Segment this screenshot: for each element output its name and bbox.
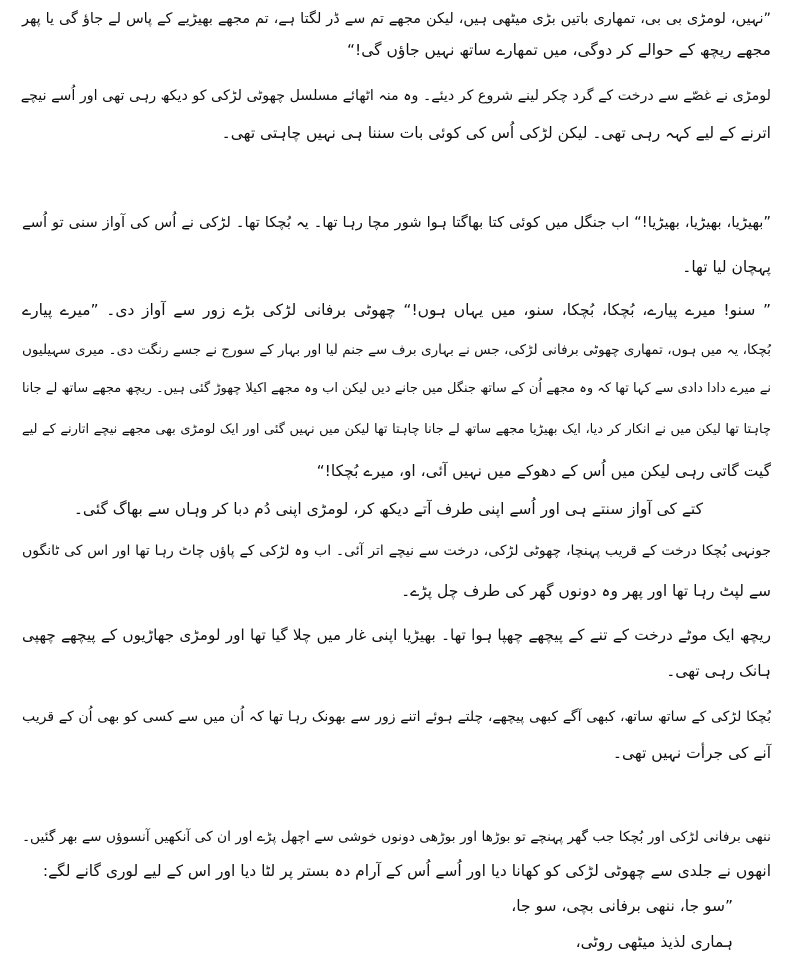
text-line-19: ننھی برفانی لڑکی اور بُچکا جب گھر پہنچے تو بوڑھا اور بوڑھی دونوں خوشی سے اچھل پڑے اور ان کی آنکھیں آنسوؤں سے بھر گئیں۔ (22, 829, 771, 845)
text-line-12: کتے کی آواز سنتے ہی اور اُسے اپنی طرف آتے دیکھ کر، لومڑی اپنی دُم دبا کر وہاں سے بھاگ گئی۔ (73, 500, 703, 518)
text-line-13: جونہی بُچکا درخت کے قریب پہنچا، چھوٹی لڑکی، درخت سے نیچے اتر آئی۔ اب وہ لڑکی کے پاؤں چاٹ رہا تھا اور اس کی ٹانگوں (22, 543, 771, 559)
text-line-14: سے لپٹ رہا تھا اور پھر وہ دونوں گھر کی طرف چل پڑے۔ (401, 582, 771, 600)
text-line-7: ” سنو! میرے پیارے، بُچکا، بُچکا، سنو، میں یہاں ہوں!“ چھوٹی برفانی لڑکی بڑے زور سے آواز دی۔ ”میرے پیارے (22, 301, 771, 319)
text-line-5: ”بھیڑیا، بھیڑیا، بھیڑیا!“ اب جنگل میں کوئی کتا بھاگتا ہوا شور مچا رہا تھا۔ یہ بُچکا تھا۔ لڑکی نے اُس کی آواز سنی تو اُسے (22, 214, 771, 231)
text-line-10: چاہتا تھا لیکن میں نے انکار کر دیا، ایک بھیڑیا مجھے ساتھ لے جانا چاہتا تھا لیکن میں نہیں گئی اور ایک لومڑی بھی مجھے نیچے اتارنے کے لیے (22, 422, 771, 437)
text-line-17: بُچکا لڑکی کے ساتھ ساتھ، کبھی آگے کبھی پیچھے، چلتے ہوئے اتنے زور سے بھونک رہا تھا کہ اُن میں سے کسی کو بھی اُن کے قریب (22, 709, 771, 725)
text-line-20: انھوں نے جلدی سے چھوٹی لڑکی کو کھانا دیا اور اُسے اُس کے آرام دہ بستر پر لٹا دیا اور اس کے لیے لوری گانے لگے: (42, 862, 771, 880)
text-line-4: اترنے کے لیے کہہ رہی تھی۔ لیکن لڑکی اُس کی کوئی بات سننا ہی نہیں چاہتی تھی۔ (221, 124, 771, 142)
text-line-2: مجھے ریچھ کے حوالے کر دوگی، میں تمھارے ساتھ نہیں جاؤں گی!“ (346, 41, 771, 59)
text-line-3: لومڑی نے غصّے سے درخت کے گرد چکر لینے شروع کر دیئے۔ وہ منہ اٹھائے مسلسل چھوٹی لڑکی کو دیکھ رہی تھی اور اُسے نیچے (20, 88, 771, 104)
text-line-21: ”سو جا، ننھی برفانی بچی، سو جا، (511, 897, 733, 915)
text-line-6: پہچان لیا تھا۔ (682, 258, 771, 276)
text-line-22: ہماری لذیذ میٹھی روٹی، (575, 933, 733, 951)
text-line-16: ہانک رہی تھی۔ (666, 662, 771, 680)
text-line-1: ”نہیں، لومڑی بی بی، تمھاری باتیں بڑی میٹھی ہیں، لیکن مجھے تم سے ڈر لگتا ہے، تم مجھے بھیڑیے کے پاس لے جاؤ گی یا پھر (22, 11, 771, 27)
text-line-18: آنے کی جرأت نہیں تھی۔ (612, 744, 771, 762)
text-line-8: بُچکا، یہ میں ہوں، تمھاری چھوٹی برفانی لڑکی، جس نے بہاری برف سے جنم لیا اور بہار کے سورج نے جسے رنگت دی۔ میری سہیلیوں (22, 342, 771, 358)
text-line-9: نے میرے دادا دادی سے کہا تھا کہ وہ مجھے اُن کے ساتھ جنگل میں جانے دیں لیکن اب وہ مجھے اکیلا چھوڑ گئی ہیں۔ ریچھ مجھے ساتھ لے جانا (22, 381, 771, 396)
text-line-11: گیت گاتی رہی لیکن میں اُس کے دھوکے میں نہیں آئی، او، میرے بُچکا!“ (316, 462, 771, 480)
text-line-15: ریچھ ایک موٹے درخت کے تنے کے پیچھے چھپا ہوا تھا۔ بھیڑیا اپنی غار میں چلا گیا تھا اور لومڑی جھاڑیوں کے پیچھے چھپی (22, 626, 771, 644)
